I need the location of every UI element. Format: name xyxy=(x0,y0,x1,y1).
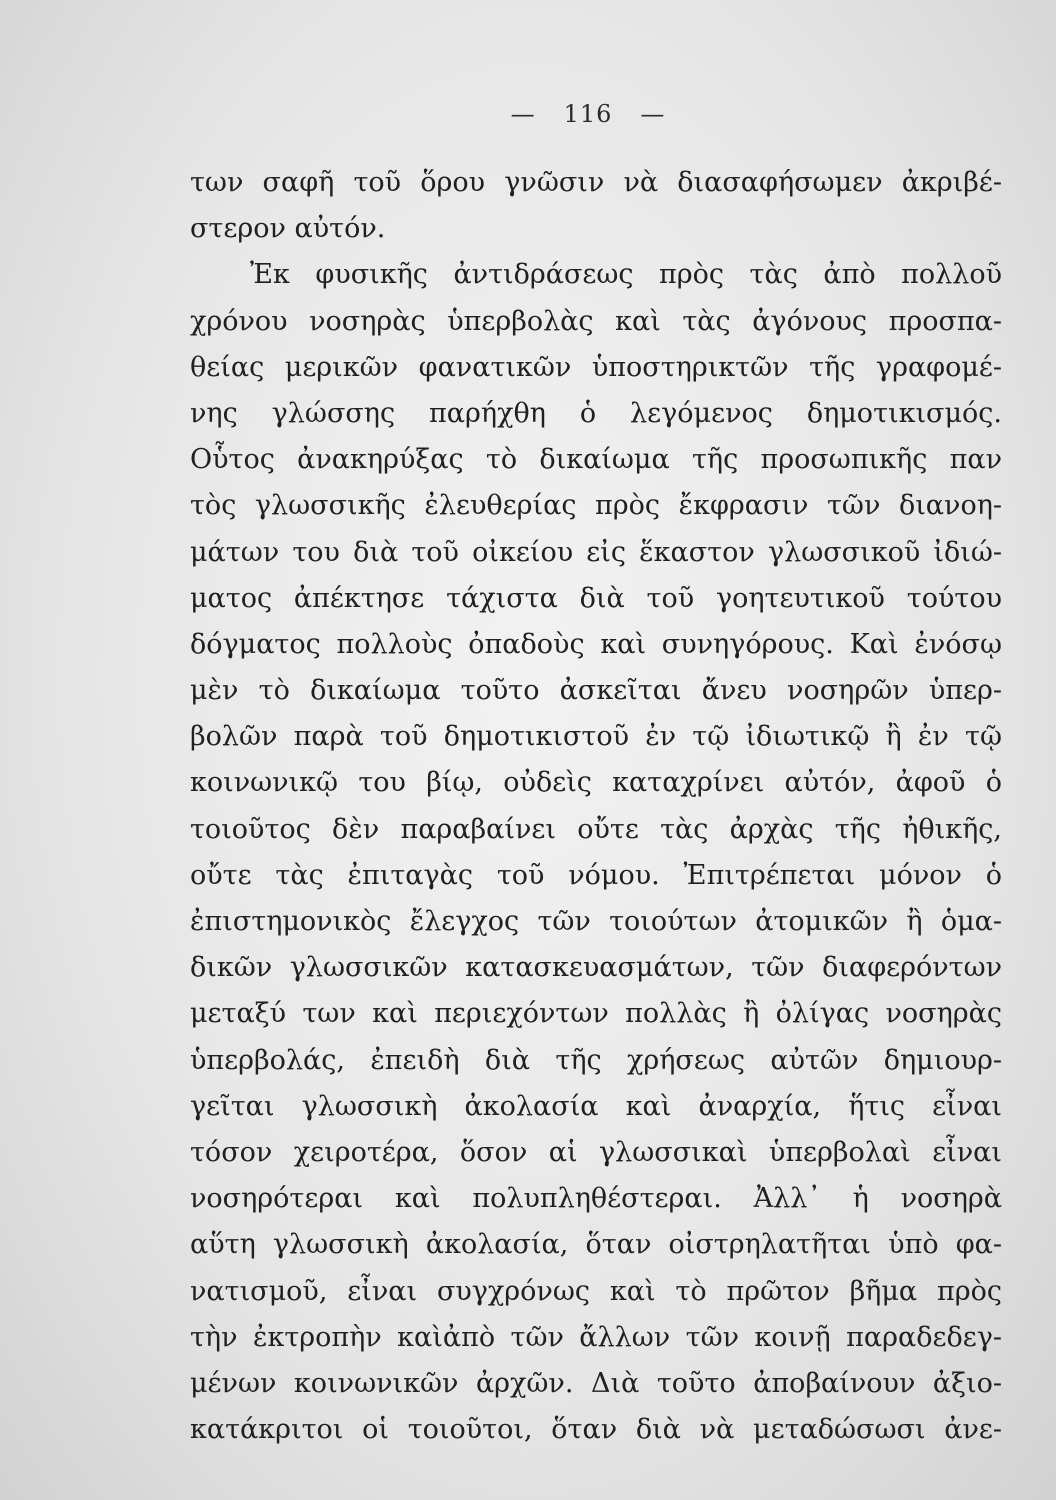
text-line: μάτων του διὰ τοῦ οἰκείου εἰς ἕκαστον γλωσσικοῦ ἰδιώ- xyxy=(190,536,1002,568)
text-line: δόγματος πολλοὺς ὀπαδοὺς καὶ συνηγόρους. Καὶ ἐνόσῳ xyxy=(190,628,1002,660)
text-line: νης γλώσσης παρήχθη ὁ λεγόμενος δημοτικισμός. xyxy=(190,397,1002,429)
text-line: τὴν ἐκτροπὴν καὶἀπὸ τῶν ἄλλων τῶν κοινῇ παραδεδεγ- xyxy=(190,1321,1002,1353)
text-line: χρόνου νοσηρὰς ὑπερβολὰς καὶ τὰς ἀγόνους προσπα- xyxy=(190,305,1002,337)
page-number-value: 116 xyxy=(563,100,613,128)
page-number xyxy=(0,100,1056,128)
text-line: θείας μερικῶν φανατικῶν ὑποστηρικτῶν τῆς γραφομέ- xyxy=(190,351,1002,383)
text-line: νοσηρότεραι καὶ πολυπληθέστεραι. Ἀλλ᾽ ἡ νοσηρὰ xyxy=(190,1183,1002,1215)
text-line: ὑπερβολάς, ἐπειδὴ διὰ τῆς χρήσεως αὐτῶν δημιουρ- xyxy=(190,1044,1002,1076)
text-line: τόσον χειροτέρα, ὅσον αἱ γλωσσικαὶ ὑπερβολαὶ εἶναι xyxy=(190,1136,1002,1168)
text-line: μεταξύ των καὶ περιεχόντων πολλὰς ἢ ὀλίγας νοσηρὰς xyxy=(190,998,1002,1030)
text-line: των σαφῆ τοῦ ὅρου γνῶσιν νὰ διασαφήσωμεν ἀκριβέ- xyxy=(190,167,1002,198)
text-line: μὲν τὸ δικαίωμα τοῦτο ἀσκεῖται ἄνευ νοσηρῶν ὑπερ- xyxy=(190,675,1002,707)
text-line: τὸς γλωσσικῆς ἐλευθερίας πρὸς ἔκφρασιν τῶν διανοη- xyxy=(190,490,1002,522)
text-line: κοινωνικῷ του βίῳ, οὐδεὶς καταχρίνει αὐτόν, ἀφοῦ ὁ xyxy=(190,767,1002,799)
text-line: οὔτε τὰς ἐπιταγὰς τοῦ νόμου. Ἐπιτρέπεται μόνον ὁ xyxy=(190,859,1002,891)
text-line: Οὗτος ἀνακηρύξας τὸ δικαίωμα τῆς προσωπικῆς παν xyxy=(190,444,1002,476)
body-text xyxy=(190,160,1002,1453)
text-line: δικῶν γλωσσικῶν κατασκευασμάτων, τῶν διαφερόντων xyxy=(190,952,1002,984)
text-line: τοιοῦτος δὲν παραβαίνει οὔτε τὰς ἀρχὰς τῆς ἠθικῆς, xyxy=(190,813,1002,845)
text-line: νατισμοῦ, εἶναι συγχρόνως καὶ τὸ πρῶτον βῆμα πρὸς xyxy=(190,1275,1002,1307)
text-line: στερον αὐτόν. xyxy=(190,213,386,245)
text-line: βολῶν παρὰ τοῦ δημοτικιστοῦ ἐν τῷ ἰδιωτικῷ ἢ ἐν τῷ xyxy=(190,721,1002,753)
text-line: Ἐκ φυσικῆς ἀντιδράσεως πρὸς τὰς ἀπὸ πολλοῦ xyxy=(250,259,1002,291)
text-line: κατάκριτοι οἱ τοιοῦτοι, ὅταν διὰ νὰ μεταδώσωσι ἀνε- xyxy=(190,1414,1002,1446)
text-line: αὕτη γλωσσικὴ ἀκολασία, ὅταν οἰστρηλατῆται ὑπὸ φα- xyxy=(190,1229,1002,1261)
text-line: ἐπιστημονικὸς ἔλεγχος τῶν τοιούτων ἀτομικῶν ἢ ὁμα- xyxy=(190,906,1002,937)
text-line: μένων κοινωνικῶν ἀρχῶν. Διὰ τοῦτο ἀποβαίνουν ἀξιο- xyxy=(190,1367,1002,1399)
page-number-dash-left: — xyxy=(510,100,536,128)
page-number-dash-right: — xyxy=(640,100,666,128)
text-line: ματος ἀπέκτησε τάχιστα διὰ τοῦ γοητευτικοῦ τούτου xyxy=(190,582,1002,614)
text-line: γεῖται γλωσσικὴ ἀκολασία καὶ ἀναρχία, ἥτις εἶναι xyxy=(190,1090,1002,1122)
